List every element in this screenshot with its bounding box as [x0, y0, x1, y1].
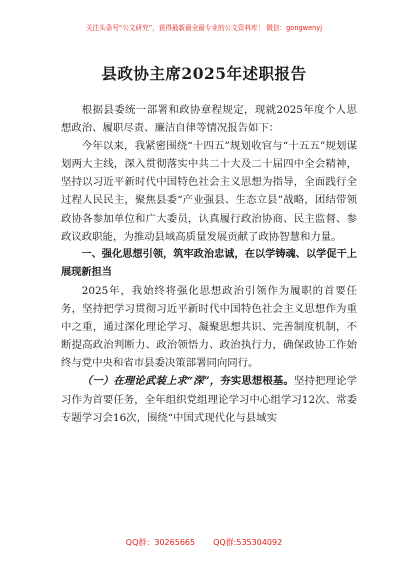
document-title: 县政协主席2025年述职报告 — [101, 64, 307, 83]
footer — [0, 537, 408, 548]
body-paragraph-2: 2025年，我始终将强化思想政治引领作为履职的首要任务，坚持把学习贯彻习近平新时代中国特色社会主义思想作为重中之重，通过深化理论学习、凝聚思想共识、完善制度机制，不断提高政治判断力、政治领悟力、政治执行力，确保政协工作始终与党中央和省市县委决策部署同向同行。 — [61, 284, 357, 370]
body-paragraph-1: 今年以来，我紧密围绕“十四五”规划收官与“十五五”规划谋划两大主线，深入贯彻落实中共二十大及二十届四中全会精神，坚持以习近平新时代中国特色社会主义思想为指导，全面践行全过程人民民主，聚焦县委“产业强县、生态立县”战略，团结带领政协各参加单位和广大委员，认真履行政治协商、民主监督、参政议政职能，为推动县域高质量发展贡献了政协智慧和力量。 — [61, 140, 357, 243]
document-body — [61, 101, 357, 427]
top-banner: 关注头条号“公文研究”，获得最新最全最专业的公文资料库！ 微信：gongwenyj — [85, 24, 323, 32]
subsection-text-1: 坚持把理论学习作为首要任务，全年组织党组理论学习中心组学习12次、常委专题学习会16次，围绕“中国式现代化与县域实 — [61, 375, 357, 424]
intro-paragraph: 根据县委统一部署和政协章程规定，现就2025年度个人思想政治、履职尽责、廉洁自律等情况报告如下： — [61, 104, 357, 135]
subsection-lead-1: 夯实思想根基。 — [220, 375, 294, 388]
subsection-paragraph-1 — [61, 372, 357, 426]
section-heading-1: 一、强化思想引领，筑牢政治忠诚，在以学铸魂、以学促干上展现新担当 — [61, 248, 357, 278]
footer-qq-group-2: QQ群:535304092 — [213, 538, 283, 547]
subsection-label-1: （一）在理论武装上求“深”， — [81, 375, 221, 388]
footer-qq-group-1: QQ群：30265665 — [125, 538, 196, 547]
